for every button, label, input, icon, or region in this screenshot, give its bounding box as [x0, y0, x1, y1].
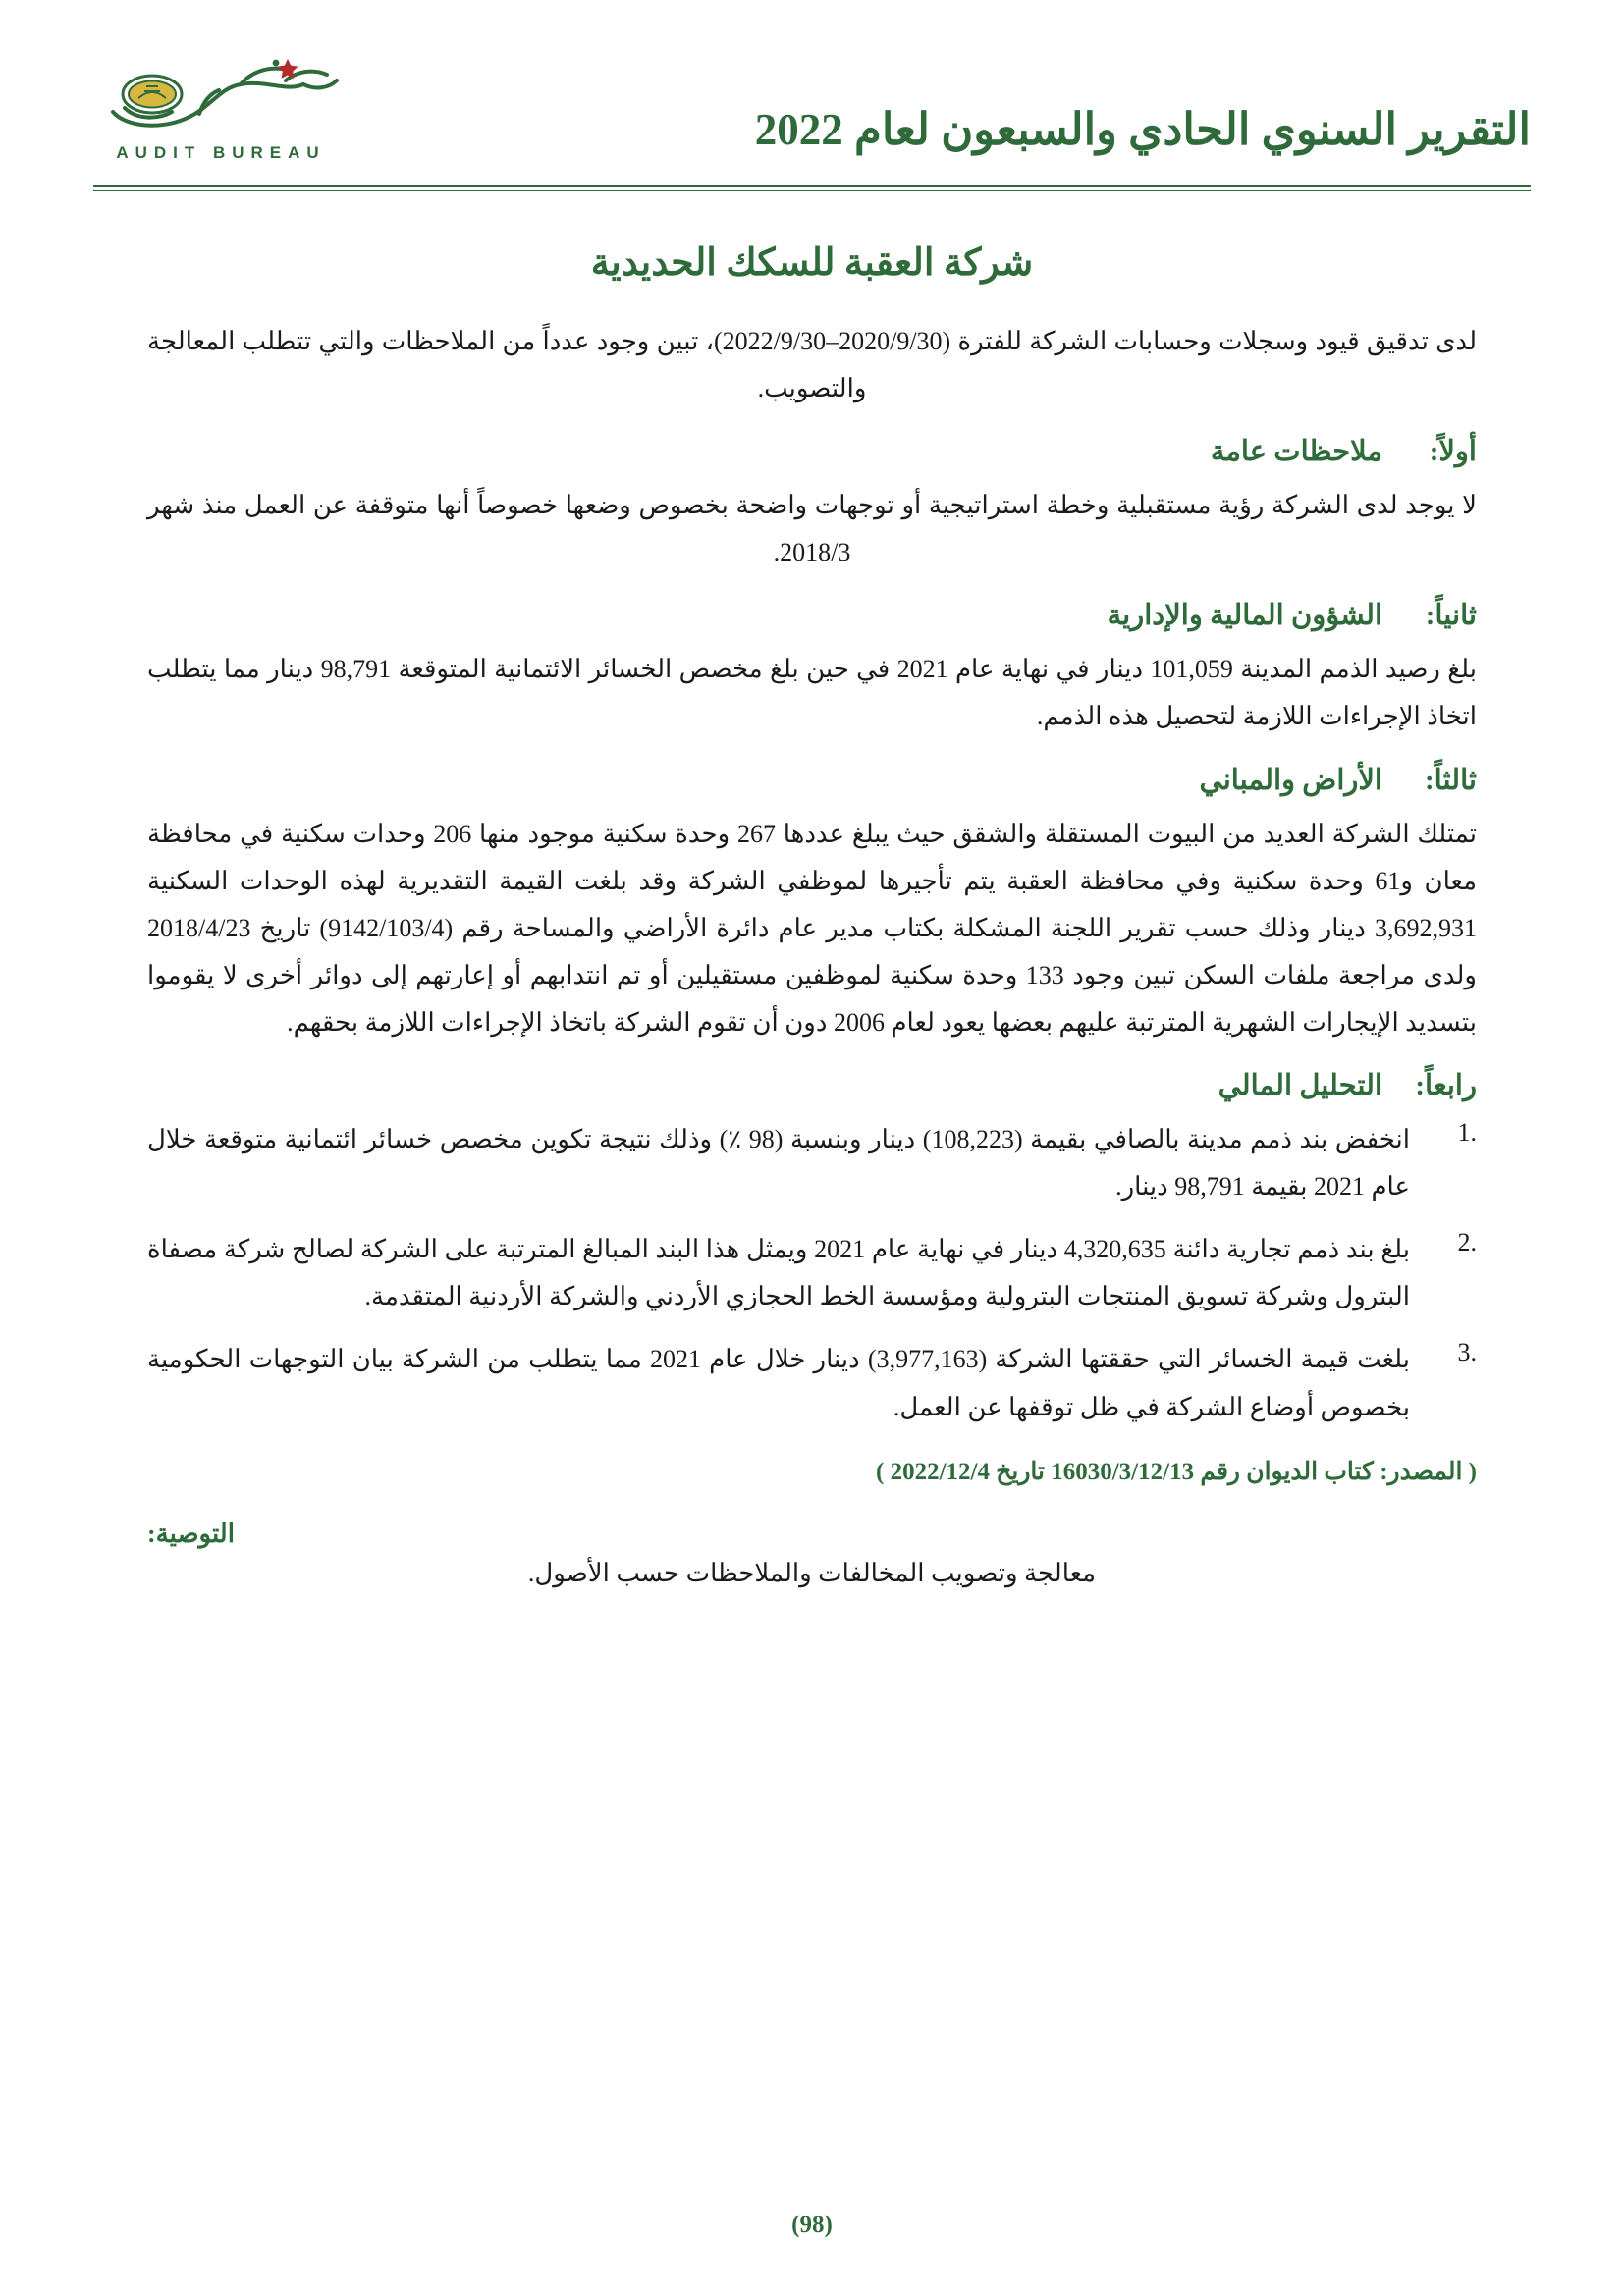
report-title: التقرير السنوي الحادي والسبعون لعام 2022: [754, 105, 1531, 154]
list-item: [147, 1226, 1477, 1320]
section-body-second: بلغ رصيد الذمم المدينة 101,059 دينار في نهاية عام 2021 في حين بلغ مخصص الخسائر الائتمانية المتوقعة 98,791 دينار مما يتطلب اتخاذ الإجراءات اللازمة لتحصيل هذه الذمم.: [147, 655, 1477, 731]
list-item-index: .3: [1457, 1338, 1477, 1367]
list-item: [147, 1116, 1477, 1210]
section-heading-fourth: [147, 1068, 1477, 1102]
page-header: [0, 0, 1624, 173]
list-item-text: بلغت قيمة الخسائر التي حققتها الشركة (3,977,163) دينار خلال عام 2021 مما يتطلب من الشركة بيان التوجهات الحكومية بخصوص أوضاع الشركة في ظل توقفها عن العمل.: [147, 1345, 1410, 1421]
diwan-calligraphy-icon: [93, 51, 349, 141]
list-item: [147, 1336, 1477, 1430]
section-title-fourth: التحليل المالي: [1218, 1070, 1382, 1102]
section-heading-third: [147, 763, 1477, 797]
section-ordinal-fourth: رابعاً:: [1415, 1070, 1477, 1102]
source-reference: ( المصدر: كتاب الديوان رقم 16030/3/12/13 تاريخ 2022/12/4 ): [876, 1458, 1477, 1485]
recommendation-text: معالجة وتصويب المخالفات والملاحظات حسب الأصول.: [527, 1558, 1097, 1587]
section-ordinal-first: أولاً:: [1429, 436, 1477, 468]
document-content: [0, 240, 1624, 1588]
page-title: شركة العقبة للسكك الحديدية: [590, 242, 1034, 284]
section-body-third: تمتلك الشركة العديد من البيوت المستقلة والشقق حيث يبلغ عددها 267 وحدة سكنية موجود منها 206 وحدات سكنية في محافظة معان و61 وحدة سكنية وفي محافظة العقبة يتم تأجيرها لموظفي الشركة وقد بلغت القيمة التقديرية لهذه الوحدات السكنية 3,692,931 دينار وذلك حسب تقرير اللجنة المشكلة بكتاب مدير عام دائرة الأراضي والمساحة رقم (9142/103/4) تاريخ 2018/4/23 ولدى مراجعة ملفات السكن تبين وجود 133 وحدة سكنية لموظفين مستقيلين أو تم انتدابهم أو إعارتهم إلى دوائر أخرى لا يقوموا بتسديد الإيجارات الشهرية المترتبة عليهم بعضها يعود لعام 2006 دون أن تقوم الشركة باتخاذ الإجراءات اللازمة بحقهم.: [147, 819, 1477, 1037]
list-item-index: .2: [1457, 1228, 1477, 1257]
section-title-second: الشؤون المالية والإدارية: [1107, 600, 1382, 632]
page-number: (98): [791, 2212, 833, 2238]
intro-paragraph: لدى تدقيق قيود وسجلات وحسابات الشركة للفترة (2020/9/30–2022/9/30)، تبين وجود عدداً من الملاحظات والتي تتطلب المعالجة والتصويب.: [147, 327, 1477, 403]
list-item-index: .1: [1457, 1118, 1477, 1148]
section-ordinal-third: ثالثاً:: [1425, 764, 1477, 796]
header-divider-thin: [93, 190, 1531, 191]
section-body-first: لا يوجد لدى الشركة رؤية مستقبلية وخطة استراتيجية أو توجهات واضحة بخصوص وضعها خصوصاً أنها متوقفة عن العمل منذ شهر 2018/3.: [147, 491, 1477, 567]
section-heading-first: [147, 434, 1477, 468]
financial-analysis-list: [147, 1116, 1477, 1431]
section-title-third: الأراض والمباني: [1199, 764, 1382, 796]
audit-bureau-logo: [93, 51, 349, 173]
recommendation-label: التوصية:: [147, 1519, 235, 1548]
list-item-text: بلغ بند ذمم تجارية دائنة 4,320,635 دينار في نهاية عام 2021 ويمثل هذا البند المبالغ المترتبة على الشركة لصالح شركة مصفاة البترول وشركة تسويق المنتجات البترولية ومؤسسة الخط الحجازي الأردني والشركة الأردنية المتقدمة.: [147, 1235, 1411, 1311]
section-title-first: ملاحظات عامة: [1210, 436, 1382, 468]
list-item-text: انخفض بند ذمم مدينة بالصافي بقيمة (108,223) دينار وبنسبة (98 ٪) وذلك نتيجة تكوين مخصص خسائر ائتمانية متوقعة خلال عام 2021 بقيمة 98,791 دينار.: [147, 1125, 1410, 1201]
header-divider: [93, 185, 1531, 187]
logo-caption: AUDIT BUREAU: [116, 143, 326, 162]
section-heading-second: [147, 598, 1477, 632]
section-ordinal-second: ثانياً:: [1425, 600, 1477, 632]
